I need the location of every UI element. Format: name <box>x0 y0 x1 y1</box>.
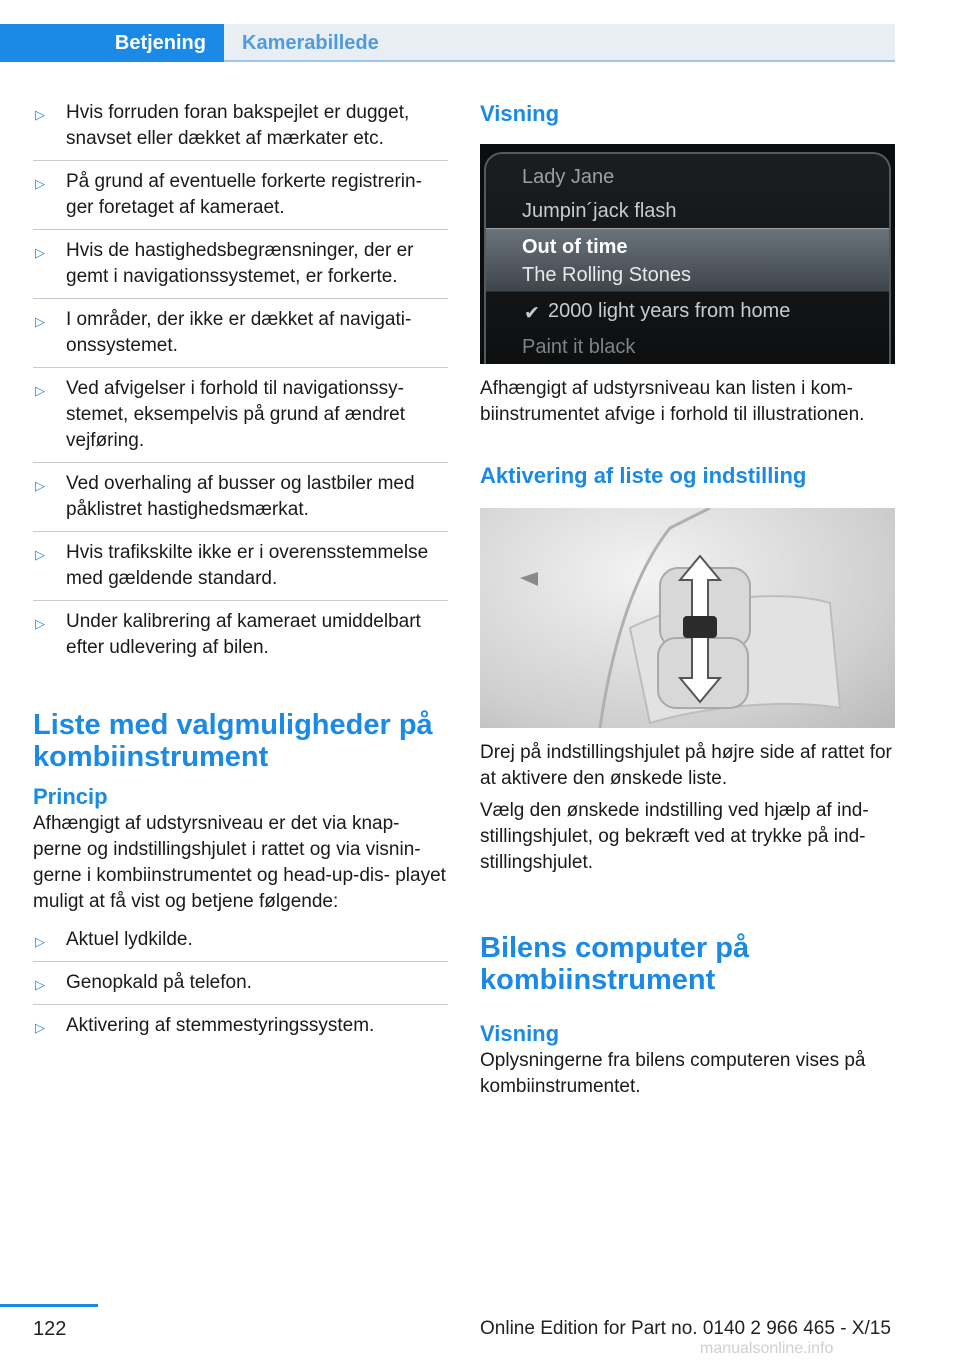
menu-item: Jumpin´jack flash <box>522 200 677 222</box>
menu-item-selected: Out of time <box>522 236 628 258</box>
activation-paragraph-1: Drej på indstillingshjulet på højre side af rattet for at aktivere den ønskede liste. <box>480 742 892 789</box>
list-item: ▷ Hvis trafikskilte ikke er i overensstemmelse med gældende standard. <box>33 540 448 601</box>
visning-title: Visning <box>480 101 560 126</box>
right-column <box>480 100 896 1100</box>
activation-paragraph-2: Vælg den ønskede indstilling ved hjælp af ind‐ stillingshjulet, og bekræft ved at trykke på ind‐ stillingshjulet. <box>480 800 869 873</box>
menu-item: Lady Jane <box>522 166 615 188</box>
triangle-bullet-icon: ▷ <box>35 616 45 631</box>
page-header <box>0 0 895 62</box>
subsection-title: Princip <box>33 784 108 809</box>
conditions-list <box>33 100 448 669</box>
chapter-tab[interactable]: Betjening <box>0 24 224 62</box>
list-item: ▷ Genopkald på telefon. <box>33 970 448 1005</box>
principle-paragraph: Afhængigt af udstyrsniveau er det via knap‐ perne og indstillingshjulet i rattet og via visnin‐ gerne i kombiinstrumentet og head-up-dis‐ playet muligt at få vist og betjene følgende: <box>33 813 446 912</box>
list-item: ▷ I områder, der ikke er dækket af navigati‐ onssystemet. <box>33 307 448 368</box>
steering-wheel-figure <box>480 508 895 728</box>
menu-item: Paint it black <box>522 336 636 358</box>
activation-title: Aktivering af liste og indstilling <box>480 463 807 488</box>
header-divider <box>224 60 895 62</box>
computer-paragraph: Oplysningerne fra bilens computeren vises på kombiinstrumentet. <box>480 1050 866 1097</box>
list-item: ▷ Hvis de hastighedsbegrænsninger, der er gemt i navigationssystemet, er forkerte. <box>33 238 448 299</box>
list-item: ▷ Ved overhaling af busser og lastbiler med påklistret hastighedsmærkat. <box>33 471 448 532</box>
edition-text: Online Edition for Part no. 0140 2 966 465 - X/15 <box>480 1318 891 1339</box>
thumbwheel-icon <box>683 616 717 638</box>
horn-icon <box>520 572 538 586</box>
triangle-bullet-icon: ▷ <box>35 934 45 949</box>
left-column <box>33 100 448 1055</box>
triangle-bullet-icon: ▷ <box>35 1020 45 1035</box>
steering-wheel-illustration <box>480 508 895 728</box>
visning-paragraph: Afhængigt af udstyrsniveau kan listen i kom‐ biinstrumentet afvige i forhold til illustrationen. <box>480 378 865 425</box>
section-tab[interactable]: Kamerabillede <box>224 24 895 62</box>
list-item: ▷ Aktuel lydkilde. <box>33 927 448 962</box>
list-item: ▷ På grund af eventuelle forkerte registrerin‐ ger foretaget af kameraet. <box>33 169 448 230</box>
triangle-bullet-icon: ▷ <box>35 478 45 493</box>
page-number: 122 <box>33 1318 67 1340</box>
triangle-bullet-icon: ▷ <box>35 107 45 122</box>
triangle-bullet-icon: ▷ <box>35 176 45 191</box>
triangle-bullet-icon: ▷ <box>35 383 45 398</box>
computer-subtitle: Visning <box>480 1021 560 1046</box>
triangle-bullet-icon: ▷ <box>35 314 45 329</box>
instrument-list-figure <box>480 144 895 364</box>
list-item: ▷ Ved afvigelser i forhold til navigationssy‐ stemet, eksempelvis på grund af ændret vejføring. <box>33 376 448 463</box>
triangle-bullet-icon: ▷ <box>35 547 45 562</box>
section-title: Liste med valgmuligheder på kombiinstrument <box>33 709 433 773</box>
triangle-bullet-icon: ▷ <box>35 977 45 992</box>
checkmark-icon: ✔ <box>524 303 540 324</box>
list-item: ▷ Hvis forruden foran bakspejlet er dugget, snavset eller dækket af mærkater etc. <box>33 100 448 161</box>
footer-accent-line <box>0 1304 98 1307</box>
triangle-bullet-icon: ▷ <box>35 245 45 260</box>
menu-item-subtitle: The Rolling Stones <box>522 264 691 286</box>
computer-section-title: Bilens computer på kombiinstrument <box>480 932 750 996</box>
watermark: manualsonline.info <box>700 1340 834 1357</box>
features-list <box>33 927 448 1047</box>
list-item: ▷ Aktivering af stemmestyringssystem. <box>33 1013 448 1047</box>
instrument-display <box>484 152 891 364</box>
list-item: ▷ Under kalibrering af kameraet umiddelbart efter udlevering af bilen. <box>35 611 421 658</box>
menu-item-checked: 2000 light years from home <box>548 300 791 322</box>
